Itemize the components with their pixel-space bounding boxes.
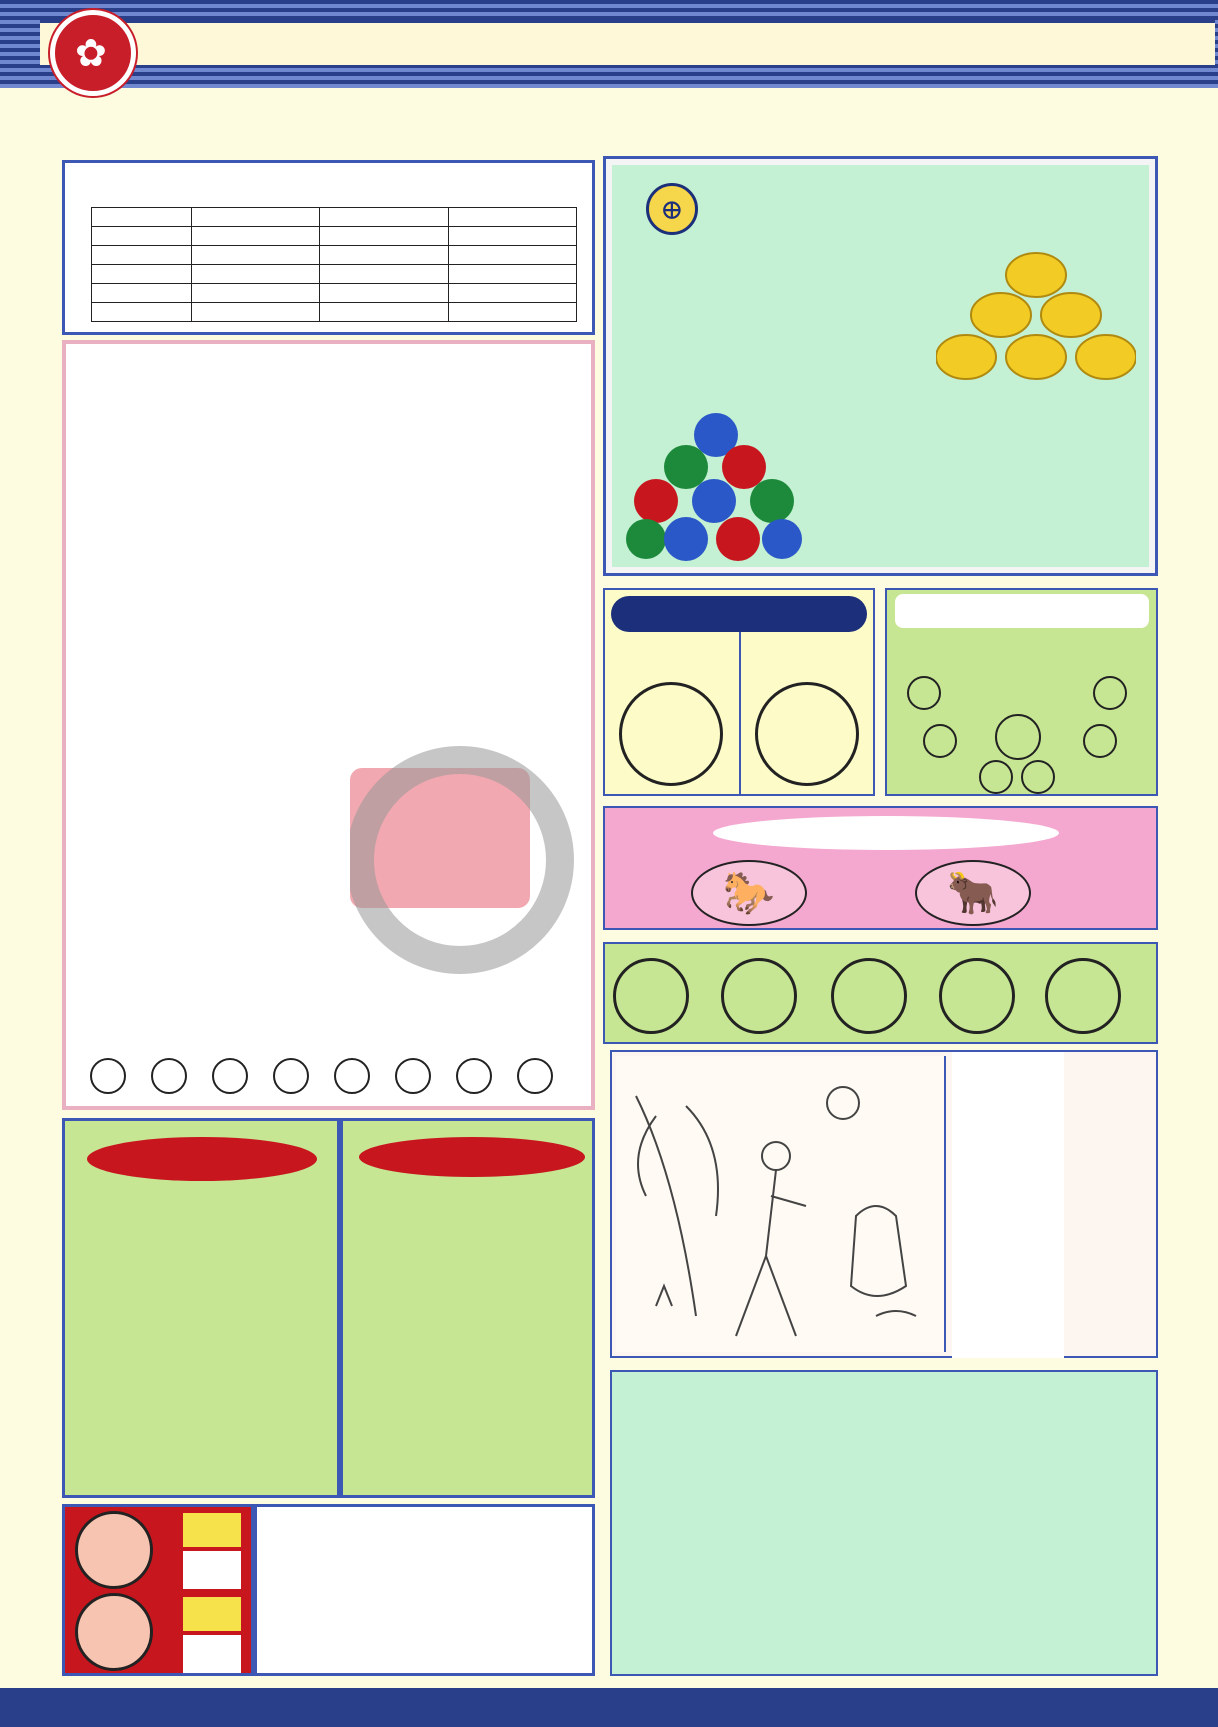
- gold-formula-panel: [254, 1504, 595, 1676]
- offer-cell: [448, 284, 576, 303]
- result-ball: [907, 676, 941, 710]
- number-ball: [151, 1058, 187, 1094]
- max-cell: [192, 303, 320, 322]
- offer-cell: [448, 303, 576, 322]
- divider: [739, 632, 741, 796]
- selected-numbers: [90, 1058, 553, 1094]
- prediction-header: [87, 1137, 317, 1181]
- gate-cell: [92, 227, 192, 246]
- special-odd-ball: [755, 682, 859, 786]
- cover-art: [603, 156, 1158, 576]
- min-cell: [320, 265, 448, 284]
- pick-ball: [1045, 958, 1121, 1034]
- max-cell: [192, 265, 320, 284]
- table-header: [320, 208, 448, 227]
- max-cell: [192, 284, 320, 303]
- table-row: [92, 265, 577, 284]
- hot-cold-table-panel: [62, 160, 595, 335]
- gold-ingots-icon: [936, 245, 1136, 385]
- pick-ball: [613, 958, 689, 1034]
- draw-results-header: [895, 594, 1149, 628]
- horse-icon: 🐎: [691, 860, 807, 926]
- result-ball: [1093, 676, 1127, 710]
- special-code-panel: [603, 588, 875, 796]
- result-ball: [979, 760, 1013, 794]
- ink-illustration: [616, 1056, 946, 1352]
- offer-cell: [448, 265, 576, 284]
- number-ball: [395, 1058, 431, 1094]
- occurrence-value: [183, 1551, 241, 1589]
- table-header-row: [92, 208, 577, 227]
- gate-cell: [92, 246, 192, 265]
- min-cell: [320, 246, 448, 265]
- pick-ball: [721, 958, 797, 1034]
- border-strip-left: [8, 150, 48, 1680]
- result-ball: [1021, 760, 1055, 794]
- min-cell: [320, 227, 448, 246]
- table-row: [92, 284, 577, 303]
- gate-cell: [92, 284, 192, 303]
- meeting-record-panel: [62, 340, 595, 1110]
- table-header: [192, 208, 320, 227]
- number-ball: [517, 1058, 553, 1094]
- zodiac-poem-panel: [340, 1118, 595, 1498]
- result-ball: [923, 724, 957, 758]
- number-ball: [456, 1058, 492, 1094]
- border-strip-top: [0, 110, 1218, 146]
- number-ball: [273, 1058, 309, 1094]
- header-band: [40, 20, 1215, 68]
- table-row: [92, 303, 577, 322]
- pick-ball: [831, 958, 907, 1034]
- occurrence-ball: [75, 1511, 153, 1589]
- border-strip-right: [1172, 150, 1212, 1680]
- gate-cell: [92, 265, 192, 284]
- lucky-zodiac-title: [713, 816, 1059, 850]
- occurrence-value: [183, 1635, 241, 1673]
- handwritten-number-card: [350, 768, 530, 908]
- gate-cell: [92, 303, 192, 322]
- max-cell: [192, 227, 320, 246]
- table-row: [92, 246, 577, 265]
- result-ball: [995, 714, 1041, 760]
- special-small-ball: [619, 682, 723, 786]
- number-ball: [212, 1058, 248, 1094]
- draw-results-panel: [885, 588, 1158, 796]
- special-code-header: [611, 596, 867, 632]
- lucky-zodiac-panel: [603, 806, 1158, 930]
- pick-ball: [939, 958, 1015, 1034]
- table-row: [92, 227, 577, 246]
- figure-sketch-icon: [616, 1056, 946, 1352]
- zodiac-poem-header: [359, 1137, 585, 1177]
- ox-icon: 🐂: [915, 860, 1031, 926]
- almanac-panel: [610, 1370, 1158, 1676]
- footer-disclaimer: [0, 1688, 1218, 1727]
- max-cell: [192, 246, 320, 265]
- hk-emblem-icon: ✿: [50, 10, 136, 96]
- occurrence-ball: [75, 1593, 153, 1671]
- min-cell: [320, 303, 448, 322]
- jockey-club-logo-icon: ⊕: [646, 183, 698, 235]
- table-header: [92, 208, 192, 227]
- occurrence-panel: [62, 1504, 254, 1676]
- lottery-balls-icon: [626, 407, 806, 567]
- illustration-poem: [958, 1118, 1070, 1348]
- min-cell: [320, 284, 448, 303]
- pick-numbers-panel: [603, 942, 1158, 1044]
- table-header: [448, 208, 576, 227]
- offer-cell: [448, 227, 576, 246]
- result-ball: [1083, 724, 1117, 758]
- illustration-panel: [610, 1050, 1158, 1358]
- number-ball: [334, 1058, 370, 1094]
- occurrence-tag: [183, 1513, 241, 1547]
- offer-cell: [448, 246, 576, 265]
- occurrence-tag: [183, 1597, 241, 1631]
- number-ball: [90, 1058, 126, 1094]
- hot-cold-table: [91, 207, 577, 322]
- prediction-panel: [62, 1118, 340, 1498]
